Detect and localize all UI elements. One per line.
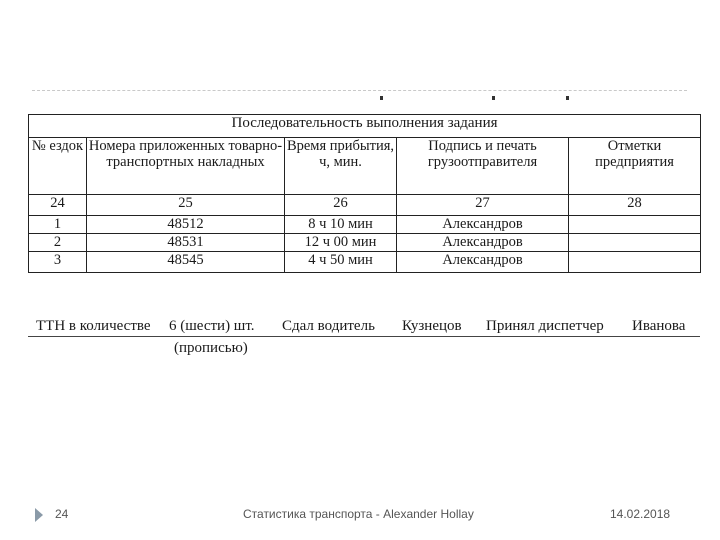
footer-title: Статистика транспорта - Alexander Hollay [243, 507, 474, 521]
slide-footer [0, 505, 720, 525]
waybill-number: 48531 [87, 234, 285, 252]
task-sequence-table [28, 114, 701, 273]
table-row [29, 234, 701, 252]
waybill-number: 48545 [87, 252, 285, 273]
table-row [29, 252, 701, 273]
header-shipper-signature: Подпись и печать грузоотправителя [397, 138, 569, 195]
trip-number: 1 [29, 216, 87, 234]
in-words-note: (прописью) [174, 340, 248, 356]
arrival-time: 4 ч 50 мин [285, 252, 397, 273]
top-divider [32, 90, 687, 91]
waybill-number: 48512 [87, 216, 285, 234]
trip-number: 3 [29, 252, 87, 273]
header-trip-number: № ездок [29, 138, 87, 195]
table-row [29, 216, 701, 234]
page-number: 24 [55, 507, 69, 521]
shipper-signature: Александров [397, 216, 569, 234]
shipper-signature: Александров [397, 252, 569, 273]
dispatcher-label: Принял диспетчер [486, 318, 604, 334]
arrival-time: 12 ч 00 мин [285, 234, 397, 252]
column-number: 26 [285, 195, 397, 216]
task-sequence-table-scan [28, 114, 700, 300]
ttn-count: 6 (шести) шт. [169, 318, 255, 334]
driver-label: Сдал водитель [282, 318, 375, 334]
play-arrow-icon [35, 508, 43, 522]
enterprise-note [569, 252, 701, 273]
column-number: 25 [87, 195, 285, 216]
dispatcher-name: Иванова [632, 318, 686, 334]
arrival-time: 8 ч 10 мин [285, 216, 397, 234]
enterprise-note [569, 216, 701, 234]
footer-date: 14.02.2018 [610, 507, 671, 521]
trip-number: 2 [29, 234, 87, 252]
driver-name: Кузнецов [402, 318, 462, 334]
shipper-signature: Александров [397, 234, 569, 252]
column-number: 28 [569, 195, 701, 216]
header-waybill-numbers: Номера приложенных товарно-транспортных накладных [87, 138, 285, 195]
header-arrival-time: Время прибытия, ч, мин. [285, 138, 397, 195]
header-enterprise-notes: Отметки предприятия [569, 138, 701, 195]
top-scan-marks [380, 96, 570, 102]
statement-underline [28, 336, 700, 337]
enterprise-note [569, 234, 701, 252]
column-number: 27 [397, 195, 569, 216]
ttn-label: ТТН в количестве [36, 318, 151, 334]
column-number: 24 [29, 195, 87, 216]
table-title: Последовательность выполнения задания [29, 115, 701, 138]
